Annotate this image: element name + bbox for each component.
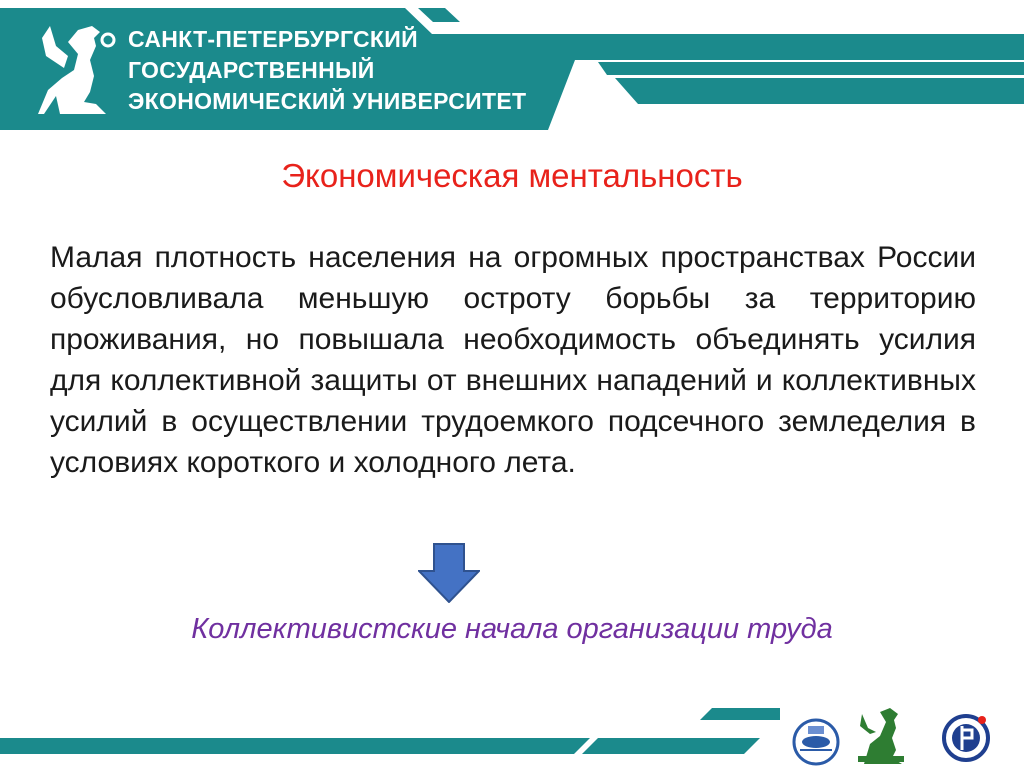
- university-name-line: ГОСУДАРСТВЕННЫЙ: [128, 57, 375, 83]
- finec-logo: [944, 716, 988, 760]
- footer-logos: [786, 706, 1024, 767]
- griffin-logo: [858, 708, 904, 764]
- body-paragraph: Малая плотность населения на огромных пространствах России обусловливала меньшую остроту борьбы за территорию проживания, но повышала необходимость объединять усилия для коллективной защиты от внешних нападений и коллективных усилий в осуществлении трудоемкого подсечного земледелия в условиях короткого и холодного лета.: [50, 241, 976, 479]
- footer-stripes: [0, 690, 780, 767]
- arrow-down-icon: [418, 543, 480, 603]
- conclusion-text: Коллективистские начала организации труда: [191, 613, 833, 645]
- university-name-line: САНКТ-ПЕТЕРБУРГСКИЙ: [128, 26, 418, 52]
- griffin-icon: [34, 20, 116, 116]
- university-name-line: ЭКОНОМИЧЕСКИЙ УНИВЕРСИТЕТ: [128, 88, 527, 114]
- slide-title: Экономическая ментальность: [281, 157, 743, 194]
- nizhny-novgorod-logo: [794, 720, 838, 764]
- university-name: [128, 24, 526, 117]
